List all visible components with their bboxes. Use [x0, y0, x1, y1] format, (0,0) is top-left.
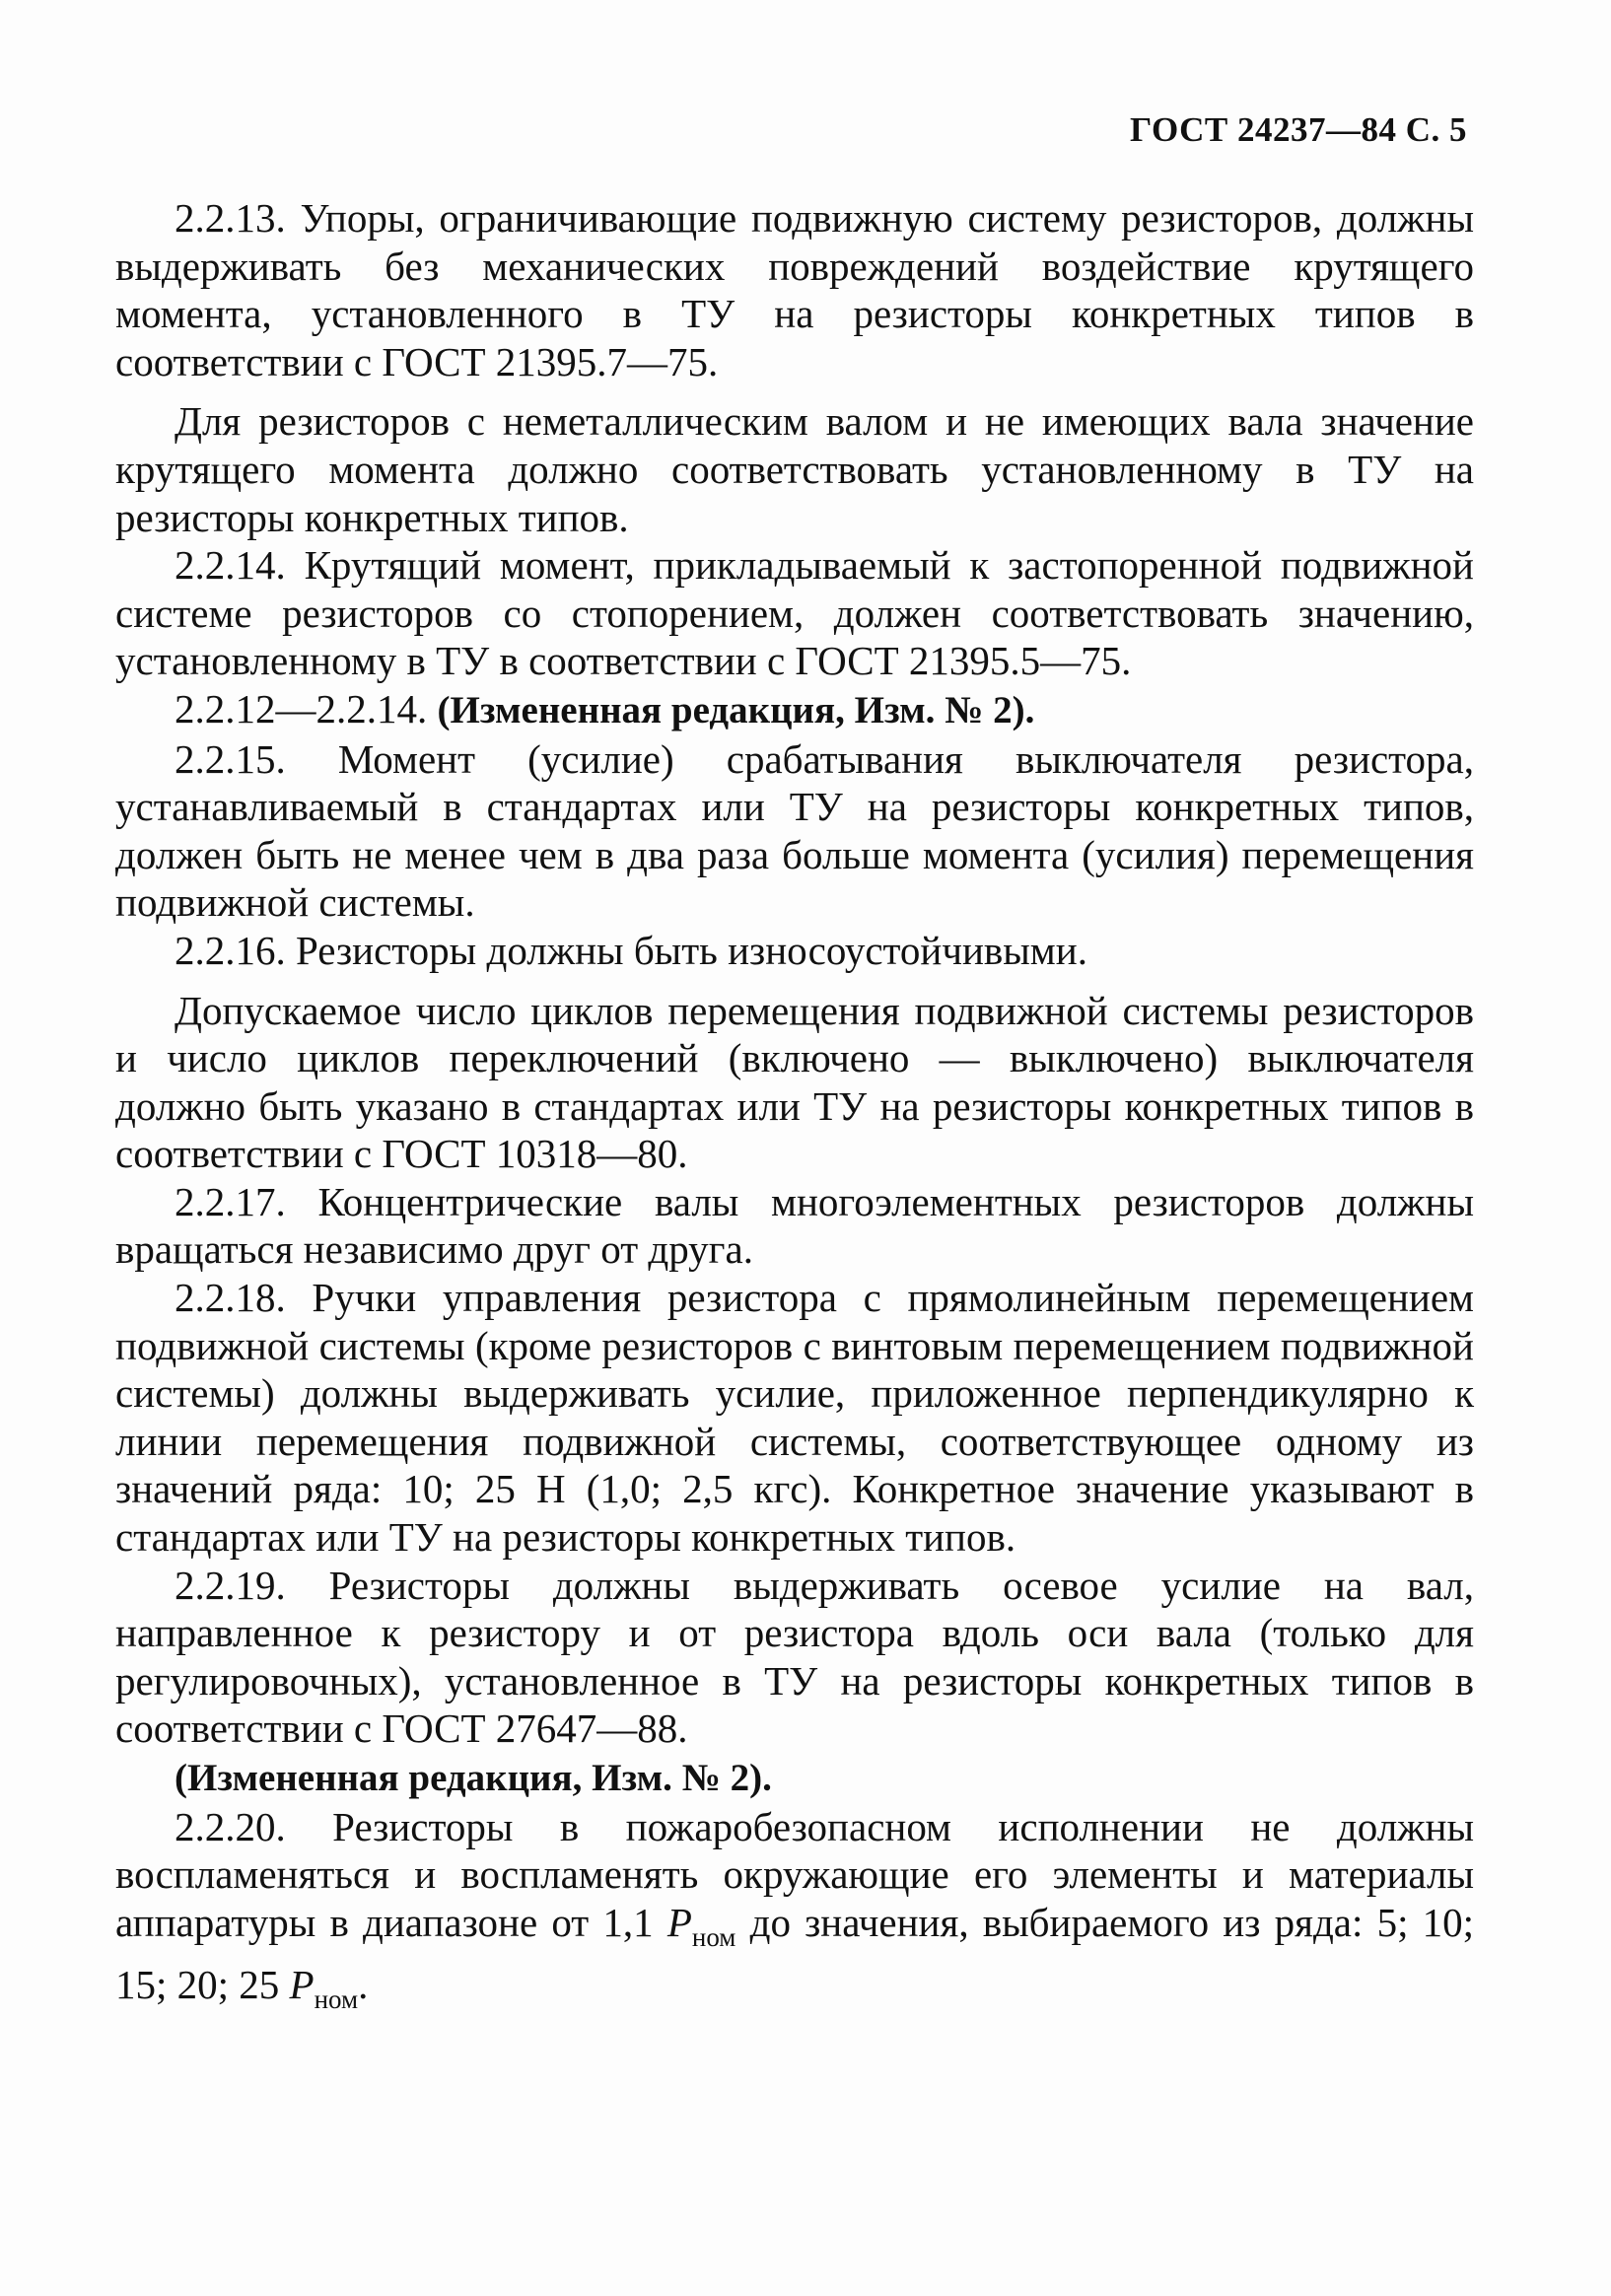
clause-2-2-16-note: Допускаемое число циклов перемещения подвижной системы резисторов и число циклов переключений (включено — выключено) выключателя должно быть указано в стандартах или ТУ на резисторы конкретных типов в соответствии с ГОСТ 10318—80. [115, 987, 1474, 1177]
power-symbol-letter-2: P [289, 1962, 315, 2008]
power-symbol-2 [289, 1962, 359, 2015]
power-symbol [666, 1899, 736, 1952]
clause-2-2-14: 2.2.14. Крутящий момент, прикладываемый к застопоренной подвижной системе резисторов со стопорением, должен соответствовать значению, установленному в ТУ в соответствии с ГОСТ 21395.5—75. [115, 542, 1474, 684]
clause-2-2-20 [115, 1803, 1474, 2024]
page-header: ГОСТ 24237—84 С. 5 [1130, 110, 1467, 149]
clause-2-2-18: 2.2.18. Ручки управления резистора с прямолинейным перемещением подвижной системы (кроме резисторов с винтовым перемещением подвижной системы) должны выдерживать усилие, приложенное перпендикулярно к линии перемещения подвижной системы, соответствующее одному из значений ряда: 10; 25 Н (1,0; 2,5 кгс). Конкретное значение указывают в стандартах или ТУ на резисторы конкретных типов. [115, 1275, 1474, 1561]
revision-note-2: (Измененная редакция, Изм. № 2). [175, 1757, 772, 1799]
clause-range: 2.2.12—2.2.14. [175, 685, 428, 731]
clause-2-2-15: 2.2.15. Момент (усилие) срабатывания выключателя резистора, устанавливаемый в стандартах или ТУ на резисторы конкретных типов, должен быть не менее чем в два раза больше момента (усилия) перемещения подвижной системы. [115, 735, 1474, 926]
power-symbol-letter: P [666, 1899, 692, 1945]
clause-2-2-19: 2.2.19. Резисторы должны выдерживать осевое усилие на вал, направленное к резистору и от резистора вдоль оси вала (только для регулировочных), установленное в ТУ на резисторы конкретных типов в соответствии с ГОСТ 27647—88. [115, 1562, 1474, 1752]
clause-2-2-13: 2.2.13. Упоры, ограничивающие подвижную систему резисторов, должны выдерживать без механических повреждений воздействие крутящего момента, установленного в ТУ на резисторы конкретных типов в соответствии с ГОСТ 21395.7—75. [115, 195, 1474, 384]
document-body [115, 194, 1474, 2024]
revision-note: (Измененная редакция, Изм. № 2). [437, 688, 1035, 731]
clause-2-2-19-revision [115, 1753, 1474, 1803]
clause-2-2-20-part-1: 2.2.20. Резисторы в пожаробезопасном исполнении не должны воспламеняться и воспламенять окружающие его элементы и материалы аппаратуры в диапазоне от 1,1 [115, 1803, 1474, 1945]
clause-2-2-17: 2.2.17. Концентрические валы многоэлементных резисторов должны вращаться независимо друг от друга. [115, 1178, 1474, 1273]
clause-2-2-16: 2.2.16. Резисторы должны быть износоустойчивыми. [175, 927, 1087, 973]
power-symbol-subscript: ном [691, 1921, 736, 1952]
clause-2-2-12-14-revision [115, 685, 1474, 735]
clause-2-2-20-part-2: до значения, выбираемого из ряда: 5; 10; 15; 20; 25 [115, 1899, 1475, 2008]
clause-2-2-13-note: Для резисторов с неметаллическим валом и не имеющих вала значение крутящего момента должно соответствовать установленному в ТУ на резисторы конкретных типов. [115, 398, 1474, 540]
power-symbol-subscript-2: ном [314, 1984, 359, 2015]
clause-2-2-20-end: . [358, 1962, 369, 2008]
